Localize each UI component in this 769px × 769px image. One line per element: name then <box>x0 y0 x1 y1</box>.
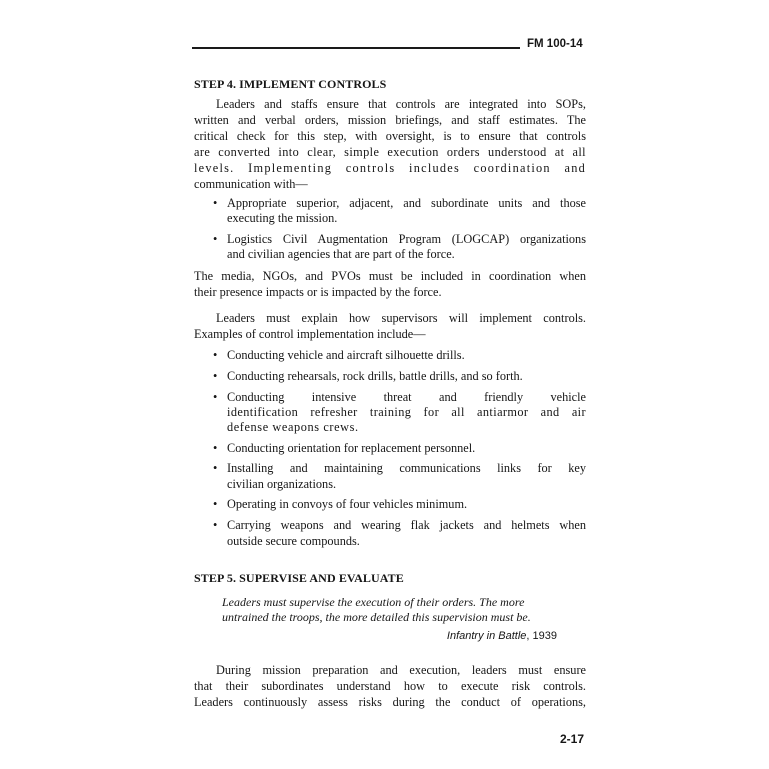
bullet-marker: • <box>213 196 218 210</box>
list-item-line: Operating in convoys of four vehicles minimum. <box>227 497 468 511</box>
list-item-line: civilian organizations. <box>227 477 337 491</box>
paragraph-line: Leaders must explain how supervisors will implement controls. <box>216 311 586 325</box>
paragraph-line: levels. Implementing controls includes coordination and <box>194 161 586 175</box>
paragraph-line: Leaders continuously assess risks during the conduct of operations, <box>194 695 586 709</box>
bullet-marker: • <box>213 348 218 362</box>
paragraph-line: critical check for this step, with oversight, is to ensure that controls <box>194 129 586 143</box>
list-item-line: identification refresher training for all antiarmor and air <box>227 405 586 419</box>
step5-heading: STEP 5. SUPERVISE AND EVALUATE <box>194 571 404 585</box>
bullet-marker: • <box>213 461 218 475</box>
paragraph-line: Leaders and staffs ensure that controls are integrated into SOPs, <box>216 97 586 111</box>
list-item-line: Conducting vehicle and aircraft silhouette drills. <box>227 348 465 362</box>
paragraph-line: During mission preparation and execution, leaders must ensure <box>216 663 586 677</box>
list-item-line: Installing and maintaining communications links for key <box>227 461 586 475</box>
paragraph-line: that their subordinates understand how to execute risk controls. <box>194 679 586 693</box>
page-number: 2-17 <box>560 732 585 746</box>
list-item-line: and civilian agencies that are part of the force. <box>227 247 455 261</box>
step4-heading: STEP 4. IMPLEMENT CONTROLS <box>194 77 387 91</box>
paragraph-line: are converted into clear, simple execution orders understood at all <box>194 145 586 159</box>
list-item-line: Carrying weapons and wearing flak jackets and helmets when <box>227 518 586 532</box>
bullet-marker: • <box>213 369 218 383</box>
list-item-line: executing the mission. <box>227 211 338 225</box>
attribution-year: , 1939 <box>526 630 557 642</box>
header-rule <box>192 47 520 49</box>
paragraph-line: The media, NGOs, and PVOs must be included in coordination when <box>194 269 586 283</box>
list-item-line: Conducting rehearsals, rock drills, battle drills, and so forth. <box>227 369 523 383</box>
list-item-line: Conducting intensive threat and friendly vehicle <box>227 390 586 404</box>
bullet-marker: • <box>213 441 218 455</box>
bullet-marker: • <box>213 232 218 246</box>
paragraph-line: their presence impacts or is impacted by the force. <box>194 285 442 299</box>
list-item-line: defense weapons crews. <box>227 420 359 434</box>
list-item-line: Logistics Civil Augmentation Program (LOGCAP) organizations <box>227 232 586 246</box>
quote-attribution <box>447 628 557 644</box>
paragraph-line: written and verbal orders, mission briefings, and staff estimates. The <box>194 113 586 127</box>
attribution-source: Infantry in Battle <box>446 630 527 642</box>
list-item-line: outside secure compounds. <box>227 534 360 548</box>
paragraph-line: Examples of control implementation include— <box>194 327 426 341</box>
bullet-marker: • <box>213 518 218 532</box>
list-item-line: Conducting orientation for replacement personnel. <box>227 441 476 455</box>
quote-line: untrained the troops, the more detailed this supervision must be. <box>222 610 531 624</box>
bullet-marker: • <box>213 497 218 511</box>
document-id: FM 100-14 <box>527 38 583 50</box>
list-item-line: Appropriate superior, adjacent, and subordinate units and those <box>227 196 586 210</box>
quote-line: Leaders must supervise the execution of their orders. The more <box>222 595 525 609</box>
paragraph-line: communication with— <box>194 177 308 191</box>
bullet-marker: • <box>213 390 218 404</box>
